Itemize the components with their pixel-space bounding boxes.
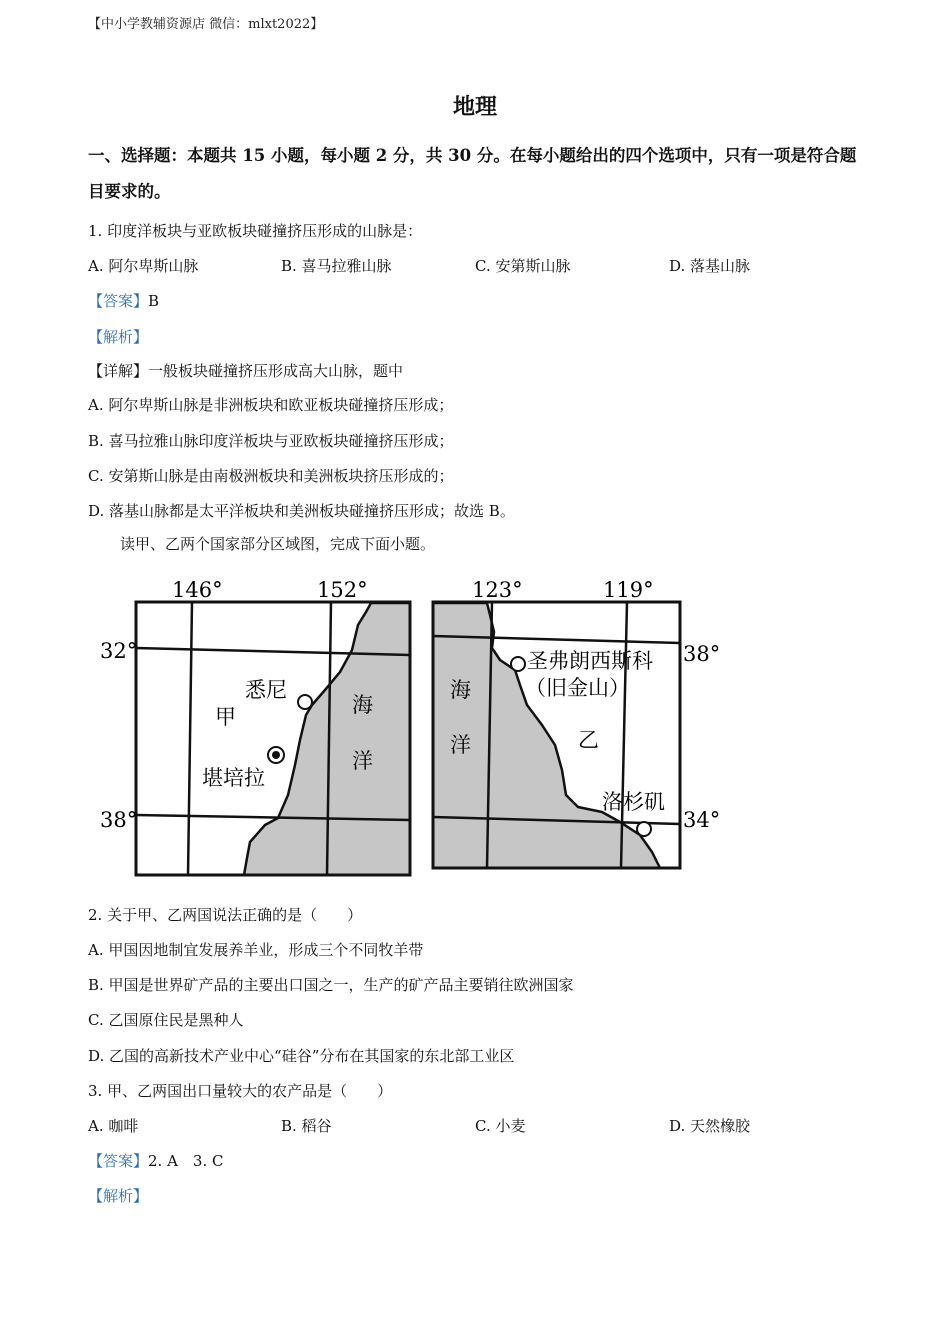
left-ocean-label-1: 海 xyxy=(352,693,373,717)
answer-tag: 【答案】 xyxy=(88,1152,149,1170)
left-ocean-label-2: 洋 xyxy=(352,749,373,773)
section-heading: 一、选择题：本题共 15 小题，每小题 2 分，共 30 分。在每小题给出的四个选项中，只有一项是符合题目要求的。 xyxy=(88,146,857,201)
los-angeles-label: 洛杉矶 xyxy=(602,790,665,814)
detail-text: 一般板块碰撞挤压形成高大山脉，题中 xyxy=(148,362,404,380)
san-francisco-label: 圣弗朗西斯科 xyxy=(527,649,653,673)
map-intro: 读甲、乙两个国家部分区域图，完成下面小题。 xyxy=(120,535,436,553)
answer-2-3 xyxy=(88,1150,224,1171)
right-lat-label-38: 38° xyxy=(683,642,721,666)
country-yi-label: 乙 xyxy=(578,728,599,752)
explain-a: A. 阿尔卑斯山脉是非洲板块和欧亚板块碰撞挤压形成； xyxy=(88,396,454,414)
right-lat-label-34: 34° xyxy=(683,808,721,832)
q3-stem: 3. 甲、乙两国出口量较大的农产品是（ ） xyxy=(88,1082,393,1100)
country-jia-label: 甲 xyxy=(215,705,236,729)
detail-tag: 【详解】 xyxy=(88,362,149,380)
q1-answer xyxy=(88,290,159,311)
region-map-figure xyxy=(0,570,950,885)
left-lat-label-38: 38° xyxy=(100,808,138,832)
answer-value: 2. A 3. C xyxy=(148,1152,224,1170)
q1-detail xyxy=(88,360,403,381)
left-lon-label-152: 152° xyxy=(317,578,368,602)
q1-stem: 1. 印度洋板块与亚欧板块碰撞挤压形成的山脉是： xyxy=(88,222,423,240)
q3-option-c: C. 小麦 xyxy=(475,1117,526,1135)
q1-option-a: A. 阿尔卑斯山脉 xyxy=(88,257,199,275)
q1-option-d: D. 落基山脉 xyxy=(669,257,751,275)
q1-option-b: B. 喜马拉雅山脉 xyxy=(281,257,392,275)
analysis-tag: 【解析】 xyxy=(88,328,149,346)
page-title: 地理 xyxy=(452,94,497,120)
canberra-label: 堪培拉 xyxy=(202,766,265,790)
explain-b: B. 喜马拉雅山脉印度洋板块与亚欧板块碰撞挤压形成； xyxy=(88,432,454,450)
answer-value: B xyxy=(148,292,160,310)
left-lon-label-146: 146° xyxy=(172,578,223,602)
san-francisco-marker xyxy=(511,657,525,671)
explain-d: D. 落基山脉都是太平洋板块和美洲板块碰撞挤压形成；故选 B。 xyxy=(88,502,515,520)
san-francisco-alt-label: （旧金山） xyxy=(525,676,630,700)
q1-option-c: C. 安第斯山脉 xyxy=(475,257,571,275)
q3-option-d: D. 天然橡胶 xyxy=(669,1117,751,1135)
q3-option-a: A. 咖啡 xyxy=(88,1117,139,1135)
canberra-capital-dot xyxy=(272,751,280,759)
right-ocean-label-1: 海 xyxy=(450,678,471,702)
q2-stem: 2. 关于甲、乙两国说法正确的是（ ） xyxy=(88,906,363,924)
q2-option-b: B. 甲国是世界矿产品的主要出口国之一，生产的矿产品主要销往欧洲国家 xyxy=(88,976,574,994)
analysis-2-3 xyxy=(88,1185,148,1206)
right-lon-label-123: 123° xyxy=(472,578,523,602)
q3-option-b: B. 稻谷 xyxy=(281,1117,332,1135)
q1-analysis xyxy=(88,326,148,347)
left-lat-label-32: 32° xyxy=(100,639,138,663)
q2-option-a: A. 甲国因地制宜发展养羊业，形成三个不同牧羊带 xyxy=(88,941,424,959)
los-angeles-marker xyxy=(637,822,651,836)
map-left xyxy=(100,578,410,875)
analysis-tag: 【解析】 xyxy=(88,1187,149,1205)
right-lon-label-119: 119° xyxy=(603,578,654,602)
left-lon-146 xyxy=(188,602,192,875)
answer-tag: 【答案】 xyxy=(88,292,149,310)
sydney-marker xyxy=(298,695,312,709)
q2-option-d: D. 乙国的高新技术产业中心“硅谷”分布在其国家的东北部工业区 xyxy=(88,1047,515,1065)
map-right xyxy=(433,578,720,868)
watermark-header: 【中小学教辅资源店 微信：mlxt2022】 xyxy=(88,17,324,32)
sydney-label: 悉尼 xyxy=(245,678,287,702)
q2-option-c: C. 乙国原住民是黑种人 xyxy=(88,1011,244,1029)
explain-c: C. 安第斯山脉是由南极洲板块和美洲板块挤压形成的； xyxy=(88,467,454,485)
right-ocean-label-2: 洋 xyxy=(450,733,471,757)
